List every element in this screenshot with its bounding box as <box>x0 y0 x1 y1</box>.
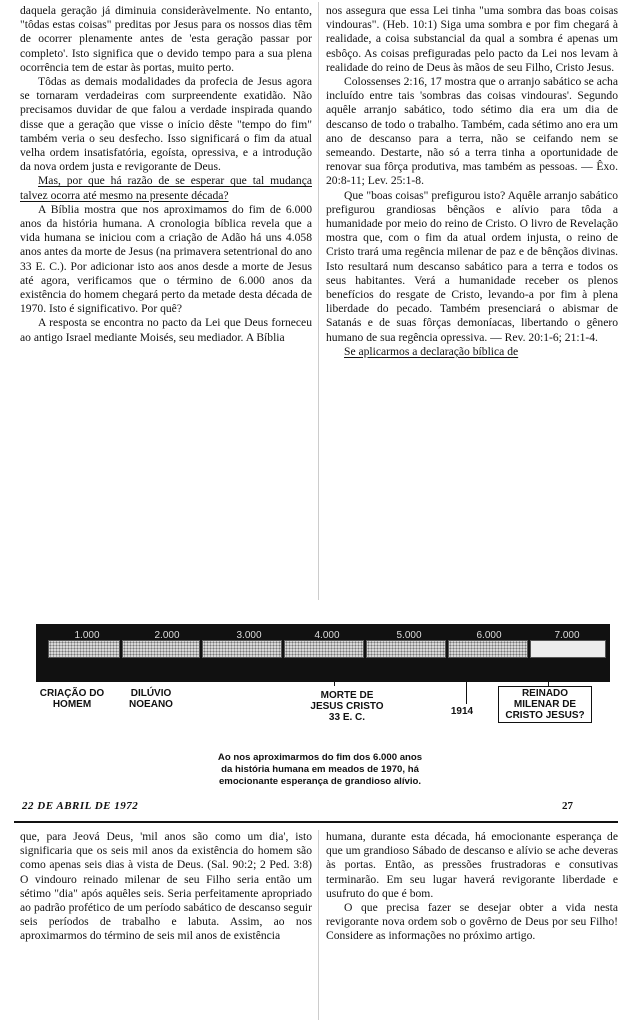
text-column-3 <box>20 830 312 944</box>
paragraph: Mas, por que há razão de se esperar que tal mudança talvez ocorra até mesmo na presente década? <box>20 174 312 202</box>
text-column-2 <box>326 4 618 359</box>
event-flood: DILÚVIO NOEANO <box>118 688 184 710</box>
timeline-block <box>284 640 364 658</box>
paragraph: A Bíblia mostra que nos aproximamos do fim de 6.000 anos da história humana. A cronologia bíblica revela que a vida humana se iniciou com a criação de Adão há uns 4.058 anos antes da morte de Jesus (na primavera setentrional do ano 33 E. C.). Por adicionar isto aos anos desde a morte de Jesus até agora, verificamos que o término de 6.000 anos da existência do homem chegará perto da metade desta década de 1970. Isto é significativo. Por quê? <box>20 202 312 316</box>
event-millennial-reign: REINADO MILENAR DE CRISTO JESUS? <box>498 686 592 723</box>
millennium-label: 5.000 <box>396 630 422 641</box>
paragraph: nos assegura que essa Lei tinha "uma sombra das boas coisas vindouras". (Heb. 10:1) Siga uma sombra e por fim chegará à realidade, a coisa substancial da qual a sombra é apenas um esbôço. As coisas prefiguradas pelo pacto da Lei nos levam à realidade do reino de Deus às mãos de seu Filho, Cristo Jesus. <box>326 4 618 74</box>
millennium-label: 2.000 <box>154 630 180 641</box>
event-tick <box>68 658 69 678</box>
event-creation: CRIAÇÃO DO HOMEM <box>36 688 108 710</box>
paragraph: humana, durante esta década, há emocionante esperança de que um grandioso Sábado de descanso e alívio se ache deveras às portas. Então, as pressões frustradoras e consutivas terminarão. Em seu lugar haverá revigorante liberdade e usufruto do que é bom. <box>326 830 618 900</box>
timeline-figure <box>28 614 616 734</box>
timeline-block <box>202 640 282 658</box>
caption-line: da história humana em meados de 1970, há <box>221 764 419 775</box>
millennium-label: 6.000 <box>476 630 502 641</box>
page-divider <box>14 821 618 823</box>
issue-date: 22 DE ABRIL DE 1972 <box>22 800 139 812</box>
timeline-block <box>366 640 446 658</box>
column-divider <box>318 2 319 600</box>
paragraph: A resposta se encontra no pacto da Lei que Deus forneceu ao antigo Israel mediante Moisés, seu mediador. A Bíblia <box>20 316 312 344</box>
millennium-label: 7.000 <box>554 630 580 641</box>
page-number: 27 <box>562 800 573 812</box>
caption-line: emocionante esperança de grandioso alívio. <box>218 776 422 787</box>
timeline-block <box>448 640 528 658</box>
event-tick <box>548 658 549 686</box>
caption-line: Ao nos aproximarmos do fim dos 6.000 anos <box>217 752 423 763</box>
timeline-block <box>122 640 200 658</box>
event-jesus-death: MORTE DE JESUS CRISTO 33 E. C. <box>310 690 384 723</box>
millennium-label: 3.000 <box>236 630 262 641</box>
text-column-1 <box>20 4 312 345</box>
figure-caption <box>140 752 500 788</box>
paragraph: O que precisa fazer se desejar obter a vida nesta revigorante nova ordem sob o govêrno de Deus por seu Filho! Considere as informações no próximo artigo. <box>326 901 618 943</box>
paragraph: Colossenses 2:16, 17 mostra que o arranjo sabático se acha incluído entre tais 'sombras das coisas vindouras'. Segundo aquêle arranjo sabático, todo sétimo dia era um dia de descanso de todo o trabalho. Também, cada sétimo ano era um ano de descanso para a terra, não se ceifando nem se semeando. Destarte, não só a terra tinha a oportunidade de renovar sua fôrça produtiva, mas também as pessoas. — Êxo. 20:8-11; Lev. 25:1-8. <box>326 75 618 188</box>
paragraph: daquela geração já diminuia consideràvelmente. No entanto, "tôdas estas coisas" preditas por Jesus para os nossos dias têm de ocorrer plenamente antes de 'esta geração passar por completo'. Isto significa que o devido tempo para a sua plena ocorrência tem de estar às portas, muito perto. <box>20 4 312 74</box>
timeline-block-future <box>530 640 606 658</box>
text-column-4 <box>326 830 618 944</box>
event-1914: 1914 <box>450 706 474 717</box>
event-tick <box>466 658 467 704</box>
timeline-block <box>48 640 120 658</box>
millennium-label: 4.000 <box>314 630 340 641</box>
event-tick <box>334 658 335 686</box>
column-divider <box>318 830 319 1020</box>
paragraph: Tôdas as demais modalidades da profecia de Jesus agora se tornaram verdadeiras com surpreendente exatidão. Não precisamos duvidar de que falou a verdade inspirada quando disse que a geração que visse o início dêste "tempo do fim" também veria o seu desfecho. Isso significará o fim da atual velha ordem insatisfatória, egoísta, opressiva, e a introdução da nova ordem justa e revigorante de Deus. <box>20 75 312 174</box>
paragraph: Que "boas coisas" prefigurou isto? Aquêle arranjo sabático prefigurou grandiosas bênçãos e alívio para tôda a humanidade por meio do reino de Cristo. O livro de Revelação mostra que, com o fim da atual ordem injusta, o reino de Cristo trará uma regência milenar de paz e de bênçãos divinas. Isto resultará num descanso sabático para a terra e todos os seus habitantes. Verá a humanidade receber os plenos benefícios do resgate de Cristo, levando-a por fim à plena liberdade do pecado. Também presenciará o abismar de Satanás e de suas fôrças demoníacas, libertando o gênero humano de sua regência opressiva. — Rev. 20:1-6; 21:1-4. <box>326 188 618 344</box>
event-tick <box>148 658 149 678</box>
paragraph: que, para Jeová Deus, 'mil anos são como um dia', isto significaria que os seis mil anos da existência do homem são como apenas seis dias à vista de Deus. (Sal. 90:2; 2 Ped. 3:8) O vindouro reinado milenar de seu Filho seria então um sétimo "dia" após aquêles seis. Seria perfeitamente apropriado ao padrão profético de um período sabático de descanso seguir seis períodos de trabalho e labuta. Assim, ao nos aproximarmos do término de seis mil anos de existência <box>20 830 312 943</box>
paragraph: Se aplicarmos a declaração bíblica de <box>344 344 519 358</box>
millennium-label: 1.000 <box>74 630 100 641</box>
